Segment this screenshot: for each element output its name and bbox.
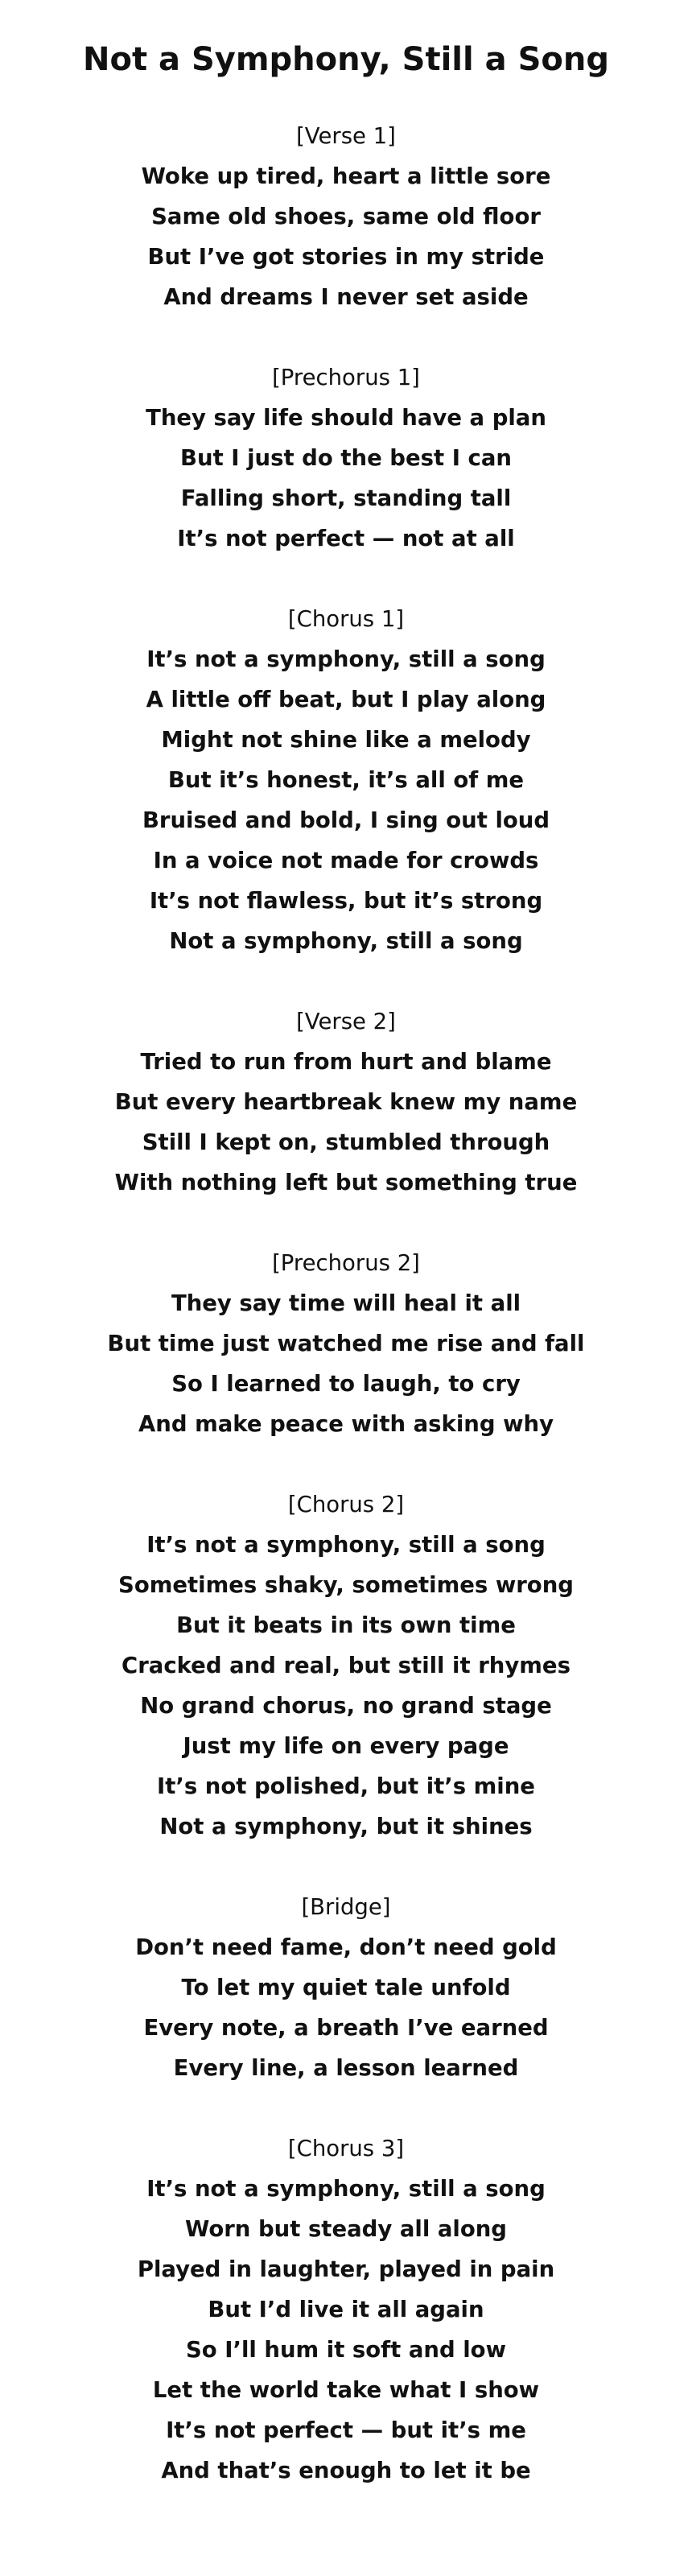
- lyric-line: But I’ve got stories in my stride: [147, 244, 545, 270]
- lyric-line: Tried to run from hurt and blame: [140, 1049, 552, 1075]
- lyric-line: Sometimes shaky, sometimes wrong: [118, 1572, 574, 1598]
- lyric-line: It’s not perfect — but it’s me: [166, 2417, 526, 2443]
- section-label: [Chorus 2]: [287, 1492, 405, 1517]
- section-label: [Verse 1]: [296, 123, 396, 149]
- lyric-line: Just my life on every page: [183, 1733, 509, 1759]
- section-label: [Verse 2]: [296, 1009, 396, 1034]
- lyric-line: To let my quiet tale unfold: [181, 1975, 511, 2000]
- lyric-section: [0, 1001, 692, 1203]
- lyric-line: But every heartbreak knew my name: [114, 1089, 578, 1115]
- lyric-line: It’s not a symphony, still a song: [146, 2176, 546, 2202]
- lyric-section: [0, 1887, 692, 2088]
- lyric-section: [0, 1484, 692, 1847]
- lyric-line: Same old shoes, same old floor: [151, 204, 541, 229]
- lyric-section: [0, 357, 692, 559]
- lyric-section: [0, 1243, 692, 1444]
- section-label: [Chorus 1]: [287, 606, 405, 632]
- lyric-line: They say time will heal it all: [171, 1290, 521, 1316]
- lyric-line: Falling short, standing tall: [180, 485, 512, 511]
- lyric-line: It’s not perfect — not at all: [177, 526, 515, 551]
- section-label: [Prechorus 2]: [272, 1250, 420, 1276]
- lyric-line: Let the world take what I show: [152, 2377, 540, 2403]
- lyric-line: Not a symphony, but it shines: [159, 1814, 533, 1839]
- section-label: [Bridge]: [301, 1894, 391, 1920]
- lyric-line: And make peace with asking why: [138, 1411, 554, 1437]
- lyric-line: A little off beat, but I play along: [146, 687, 546, 712]
- lyric-line: But it’s honest, it’s all of me: [167, 767, 525, 793]
- lyrics-body: [0, 116, 692, 2491]
- lyric-line: Cracked and real, but still it rhymes: [122, 1653, 570, 1678]
- lyric-line: No grand chorus, no grand stage: [140, 1693, 552, 1719]
- song-title: Not a Symphony, Still a Song: [83, 41, 609, 78]
- lyric-line: Woke up tired, heart a little sore: [141, 163, 551, 189]
- lyric-line: But time just watched me rise and fall: [107, 1331, 585, 1356]
- lyric-line: It’s not a symphony, still a song: [146, 1532, 546, 1558]
- lyric-line: Not a symphony, still a song: [169, 928, 523, 954]
- lyric-line: With nothing left but something true: [114, 1170, 578, 1195]
- section-label: [Chorus 3]: [287, 2136, 405, 2161]
- section-label: [Prechorus 1]: [272, 365, 420, 390]
- lyric-line: Every line, a lesson learned: [173, 2055, 519, 2081]
- lyric-line: In a voice not made for crowds: [153, 848, 539, 873]
- lyric-section: [0, 2128, 692, 2491]
- lyric-section: [0, 599, 692, 961]
- lyric-line: And that’s enough to let it be: [161, 2458, 531, 2483]
- lyric-section: [0, 116, 692, 317]
- lyric-line: But I’d live it all again: [208, 2297, 484, 2322]
- lyric-line: Played in laughter, played in pain: [137, 2256, 555, 2282]
- lyric-line: Worn but steady all along: [185, 2216, 507, 2242]
- lyric-line: Bruised and bold, I sing out loud: [142, 807, 550, 833]
- lyric-line: So I learned to laugh, to cry: [171, 1371, 521, 1397]
- lyric-line: So I’ll hum it soft and low: [186, 2337, 506, 2363]
- lyric-line: It’s not polished, but it’s mine: [157, 1773, 535, 1799]
- lyric-line: Every note, a breath I’ve earned: [143, 2015, 549, 2041]
- lyric-line: And dreams I never set aside: [163, 284, 529, 310]
- lyric-line: Don’t need fame, don’t need gold: [135, 1934, 557, 1960]
- lyric-line: It’s not flawless, but it’s strong: [149, 888, 543, 914]
- lyric-line: It’s not a symphony, still a song: [146, 646, 546, 672]
- lyric-line: Still I kept on, stumbled through: [142, 1129, 550, 1155]
- lyric-line: But it beats in its own time: [176, 1612, 516, 1638]
- lyric-line: But I just do the best I can: [180, 445, 512, 471]
- lyric-line: They say life should have a plan: [146, 405, 546, 431]
- lyric-line: Might not shine like a melody: [161, 727, 531, 753]
